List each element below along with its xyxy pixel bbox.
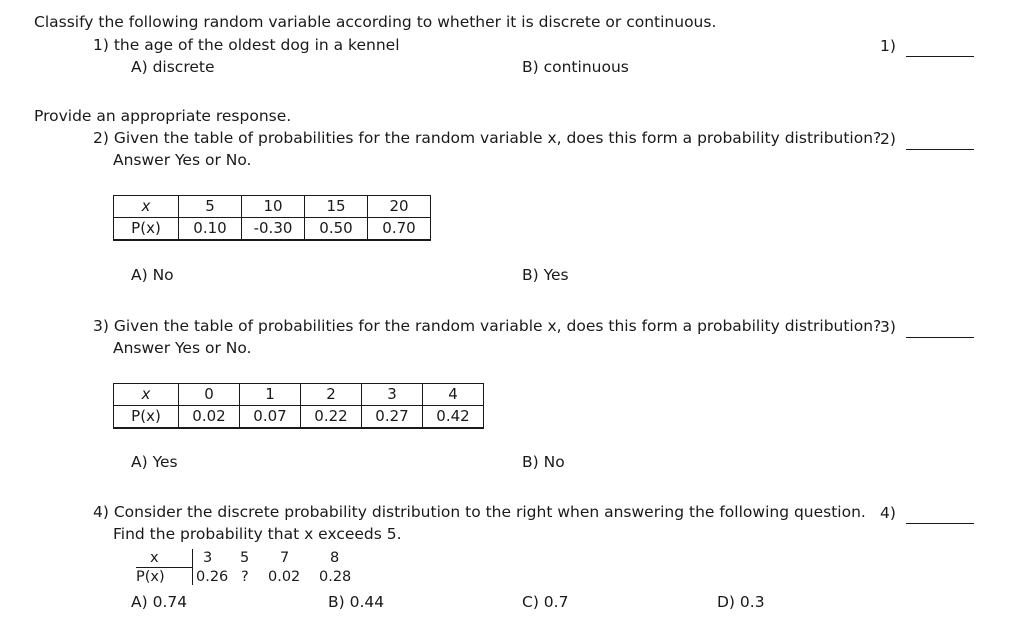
question-3-option-b[interactable]: B) No xyxy=(522,453,565,471)
question-1-text: 1) the age of the oldest dog in a kennel xyxy=(93,36,400,54)
table-cell: 0.22 xyxy=(301,406,362,429)
table-cell: 20 xyxy=(368,196,431,218)
table-cell: -0.30 xyxy=(242,218,305,241)
table-cell: 3 xyxy=(362,384,423,406)
question-2-number: 2) xyxy=(880,130,896,148)
question-4-option-c[interactable]: C) 0.7 xyxy=(522,593,569,611)
question-2-probability-table xyxy=(113,195,431,241)
question-4-text: 4) Consider the discrete probability distribution to the right when answering the following question. xyxy=(93,503,866,521)
table-cell: 0.10 xyxy=(179,218,242,241)
question-1-answer-blank[interactable] xyxy=(906,56,974,57)
question-2-subtext: Answer Yes or No. xyxy=(113,151,252,169)
table-cell: 10 xyxy=(242,196,305,218)
question-4-number: 4) xyxy=(880,504,896,522)
table-cell: 5 xyxy=(240,550,250,566)
table-cell: ? xyxy=(241,569,249,585)
table-header-px: P(x) xyxy=(136,569,165,585)
question-3-subtext: Answer Yes or No. xyxy=(113,339,252,357)
question-3-option-a[interactable]: A) Yes xyxy=(131,453,178,471)
question-2-text: 2) Given the table of probabilities for the random variable x, does this form a probability distribution? xyxy=(93,129,882,147)
question-4-subtext: Find the probability that x exceeds 5. xyxy=(113,525,402,543)
table-cell: 3 xyxy=(203,550,213,566)
question-4-option-d[interactable]: D) 0.3 xyxy=(717,593,765,611)
table-header-x: x xyxy=(114,196,179,218)
table-cell: 5 xyxy=(179,196,242,218)
table-cell: 0.26 xyxy=(196,569,229,585)
table-divider-vertical xyxy=(192,549,193,585)
table-cell: 8 xyxy=(330,550,340,566)
table-header-x: x xyxy=(114,384,179,406)
table-cell: 1 xyxy=(240,384,301,406)
table-cell: 0.27 xyxy=(362,406,423,429)
question-3-probability-table xyxy=(113,383,484,429)
table-header-px: P(x) xyxy=(114,406,179,429)
table-cell: 0.42 xyxy=(423,406,484,429)
question-3-text: 3) Given the table of probabilities for the random variable x, does this form a probability distribution? xyxy=(93,317,882,335)
question-1-option-b[interactable]: B) continuous xyxy=(522,58,629,76)
table-cell: 0.02 xyxy=(268,569,301,585)
table-cell: 0.07 xyxy=(240,406,301,429)
table-cell: 0 xyxy=(179,384,240,406)
question-1-option-a[interactable]: A) discrete xyxy=(131,58,215,76)
question-3-number: 3) xyxy=(880,318,896,336)
table-cell: 0.50 xyxy=(305,218,368,241)
question-2-option-b[interactable]: B) Yes xyxy=(522,266,569,284)
question-4-option-b[interactable]: B) 0.44 xyxy=(328,593,385,611)
question-4-option-a[interactable]: A) 0.74 xyxy=(131,593,188,611)
table-header-x: x xyxy=(150,550,159,566)
question-4-answer-blank[interactable] xyxy=(906,523,974,524)
question-2-answer-blank[interactable] xyxy=(906,149,974,150)
table-cell: 0.28 xyxy=(319,569,352,585)
table-header-px: P(x) xyxy=(114,218,179,241)
question-2-option-a[interactable]: A) No xyxy=(131,266,174,284)
question-4-distribution-table xyxy=(136,549,376,587)
table-cell: 15 xyxy=(305,196,368,218)
table-cell: 0.02 xyxy=(179,406,240,429)
table-cell: 7 xyxy=(280,550,290,566)
section-instruction-response: Provide an appropriate response. xyxy=(34,107,292,125)
question-3-answer-blank[interactable] xyxy=(906,337,974,338)
table-cell: 2 xyxy=(301,384,362,406)
section-instruction-classify: Classify the following random variable according to whether it is discrete or continuous. xyxy=(34,13,717,31)
question-1-number: 1) xyxy=(880,37,896,55)
table-cell: 0.70 xyxy=(368,218,431,241)
table-cell: 4 xyxy=(423,384,484,406)
